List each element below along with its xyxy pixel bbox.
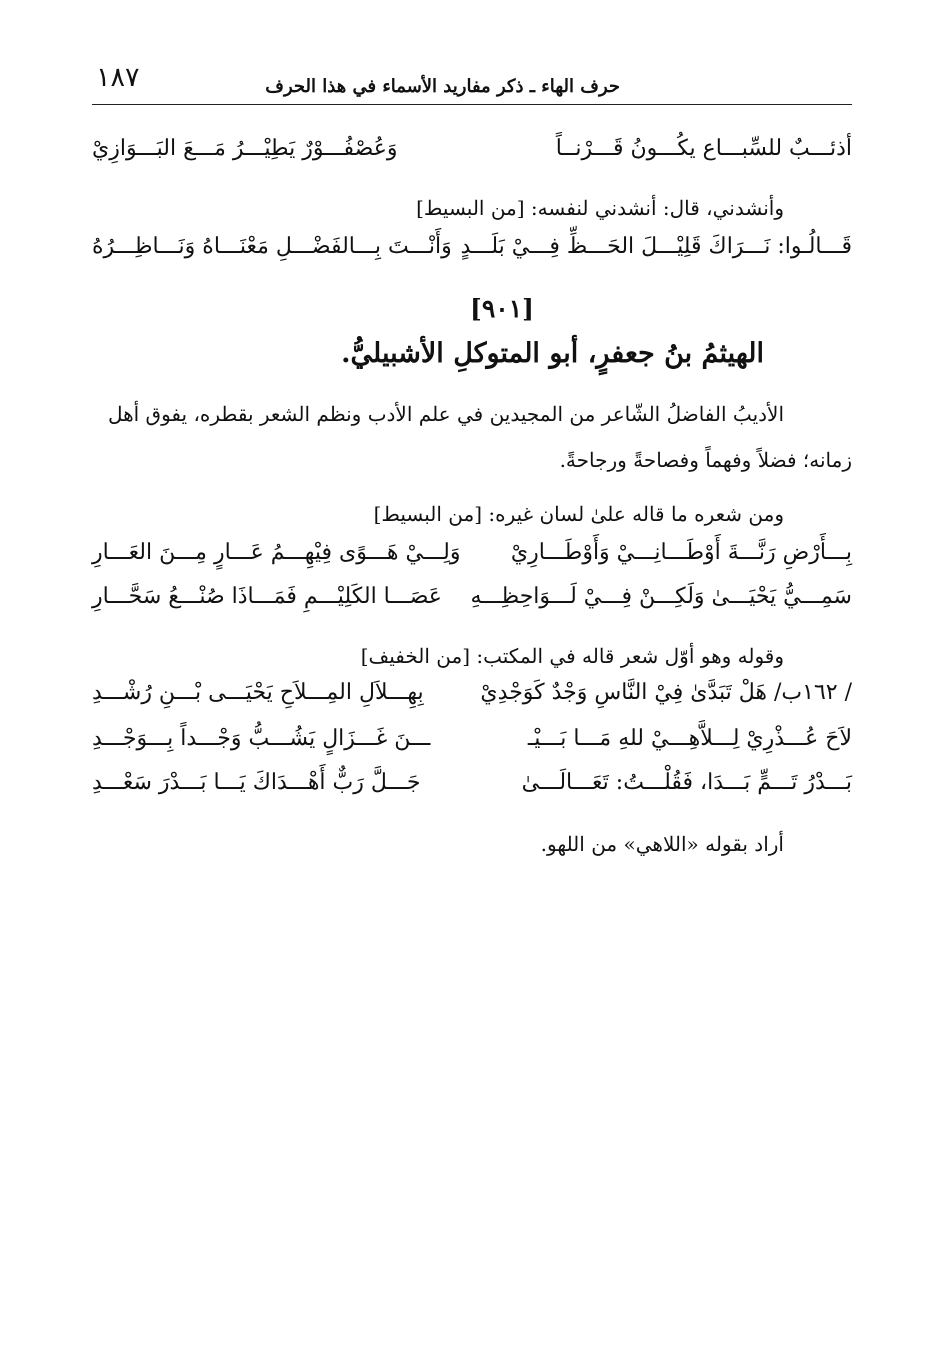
verse-line: [92, 136, 852, 176]
poem-intro: وقوله وهو أوّل شعر قاله في المكتب: [من الخفيف]: [360, 644, 784, 668]
poem-intro: ومن شعره ما قاله علىٰ لسان غيره: [من البسيط]: [373, 502, 784, 526]
verse-first-hemistich: بِـــأَرْضِ رَنَّـــةَ أَوْطَـــانِـــيْ وَأَوْطَـــارِيْ: [510, 540, 852, 565]
biography-line: زمانه؛ فضلاً وفهماً وفصاحةً ورجاحةً.: [559, 448, 852, 472]
verse-second-hemistich: ـــنَ غَـــزَالٍ يَشُـــبُّ وَجْـــداً بِـــوَجْـــدِ: [92, 726, 431, 751]
explanatory-note: أراد بقوله «اللاهي» من اللهو.: [540, 832, 784, 856]
verse-second-hemistich: وَلِـــيْ هَـــوًى فِيْهِـــمُ عَـــارٍ مِـــنَ العَـــارِ: [92, 540, 461, 565]
verse-line: [92, 680, 852, 720]
page-number: ١٨٧: [96, 62, 140, 93]
verse-second-hemistich: وَأَنْـــتَ بِـــالفَضْـــلِ مَعْنَـــاهُ وَنَـــاظِـــرُهُ: [92, 234, 452, 259]
verse-line: [92, 726, 852, 766]
verse-first-hemistich: / ١٦٢ب/ هَلْ تَبَدَّىٰ فِيْ النَّاسِ وَجْدٌ كَوَجْدِيْ: [480, 680, 852, 705]
verse-first-hemistich: أذئـــبٌ للسِّبـــاع يكُـــونُ قَـــرْنــاً: [555, 136, 852, 161]
verse-first-hemistich: لاَحَ عُـــذْرِيْ لِـــلاَّهِـــيْ للهِ مَـــا بَـــيْـ: [527, 726, 852, 751]
running-title: حرف الهاء ـ ذكر مفاريد الأسماء في هذا الحرف: [265, 76, 620, 97]
poem-intro: وأنشدني، قال: أنشدني لنفسه: [من البسيط]: [416, 196, 784, 220]
verse-second-hemistich: جَـــلَّ رَبٌّ أَهْـــدَاكَ يَـــا بَـــدْرَ سَعْـــدِ: [92, 770, 421, 795]
entry-title: الهيثمُ بنُ جعفرٍ، أبو المتوكلِ الأشبيليُّ.: [341, 338, 764, 369]
verse-second-hemistich: عَصَـــا الكَلِيْـــمِ فَمَـــاذَا صُنْـــعُ سَحَّـــارِ: [92, 584, 442, 609]
verse-line: [92, 584, 852, 624]
verse-line: [92, 234, 852, 274]
verse-line: [92, 540, 852, 580]
verse-second-hemistich: بِهِـــلاَلِ المِـــلاَحِ يَحْيَـــى بْـــنِ رُشْـــدِ: [92, 680, 424, 705]
page-header: [92, 58, 852, 105]
biography-line: الأديبُ الفاضلُ الشّاعر من المجيدين في علم الأدب ونظم الشعر بقطره، يفوق أهل: [107, 402, 784, 426]
verse-second-hemistich: وَعُصْفُـــوْرٌ يَطِيْـــرُ مَـــعَ البَـــوَازِيْ: [92, 136, 398, 161]
entry-number: [٩٠١]: [470, 294, 534, 323]
verse-first-hemistich: بَـــدْرُ تَـــمٍّ بَـــدَا، فَقُلْـــتُ: تَعَـــالَـــىٰ: [521, 770, 852, 795]
verse-first-hemistich: قَـــالُـوا: نَـــرَاكَ قَلِيْـــلَ الحَـــظِّ فِـــيْ بَلَـــدٍ: [460, 234, 852, 259]
verse-line: [92, 770, 852, 810]
verse-first-hemistich: سَمِـــيُّ يَحْيَـــىٰ وَلَكِـــنْ فِـــيْ لَـــوَاحِظِـــهِ: [470, 584, 852, 609]
